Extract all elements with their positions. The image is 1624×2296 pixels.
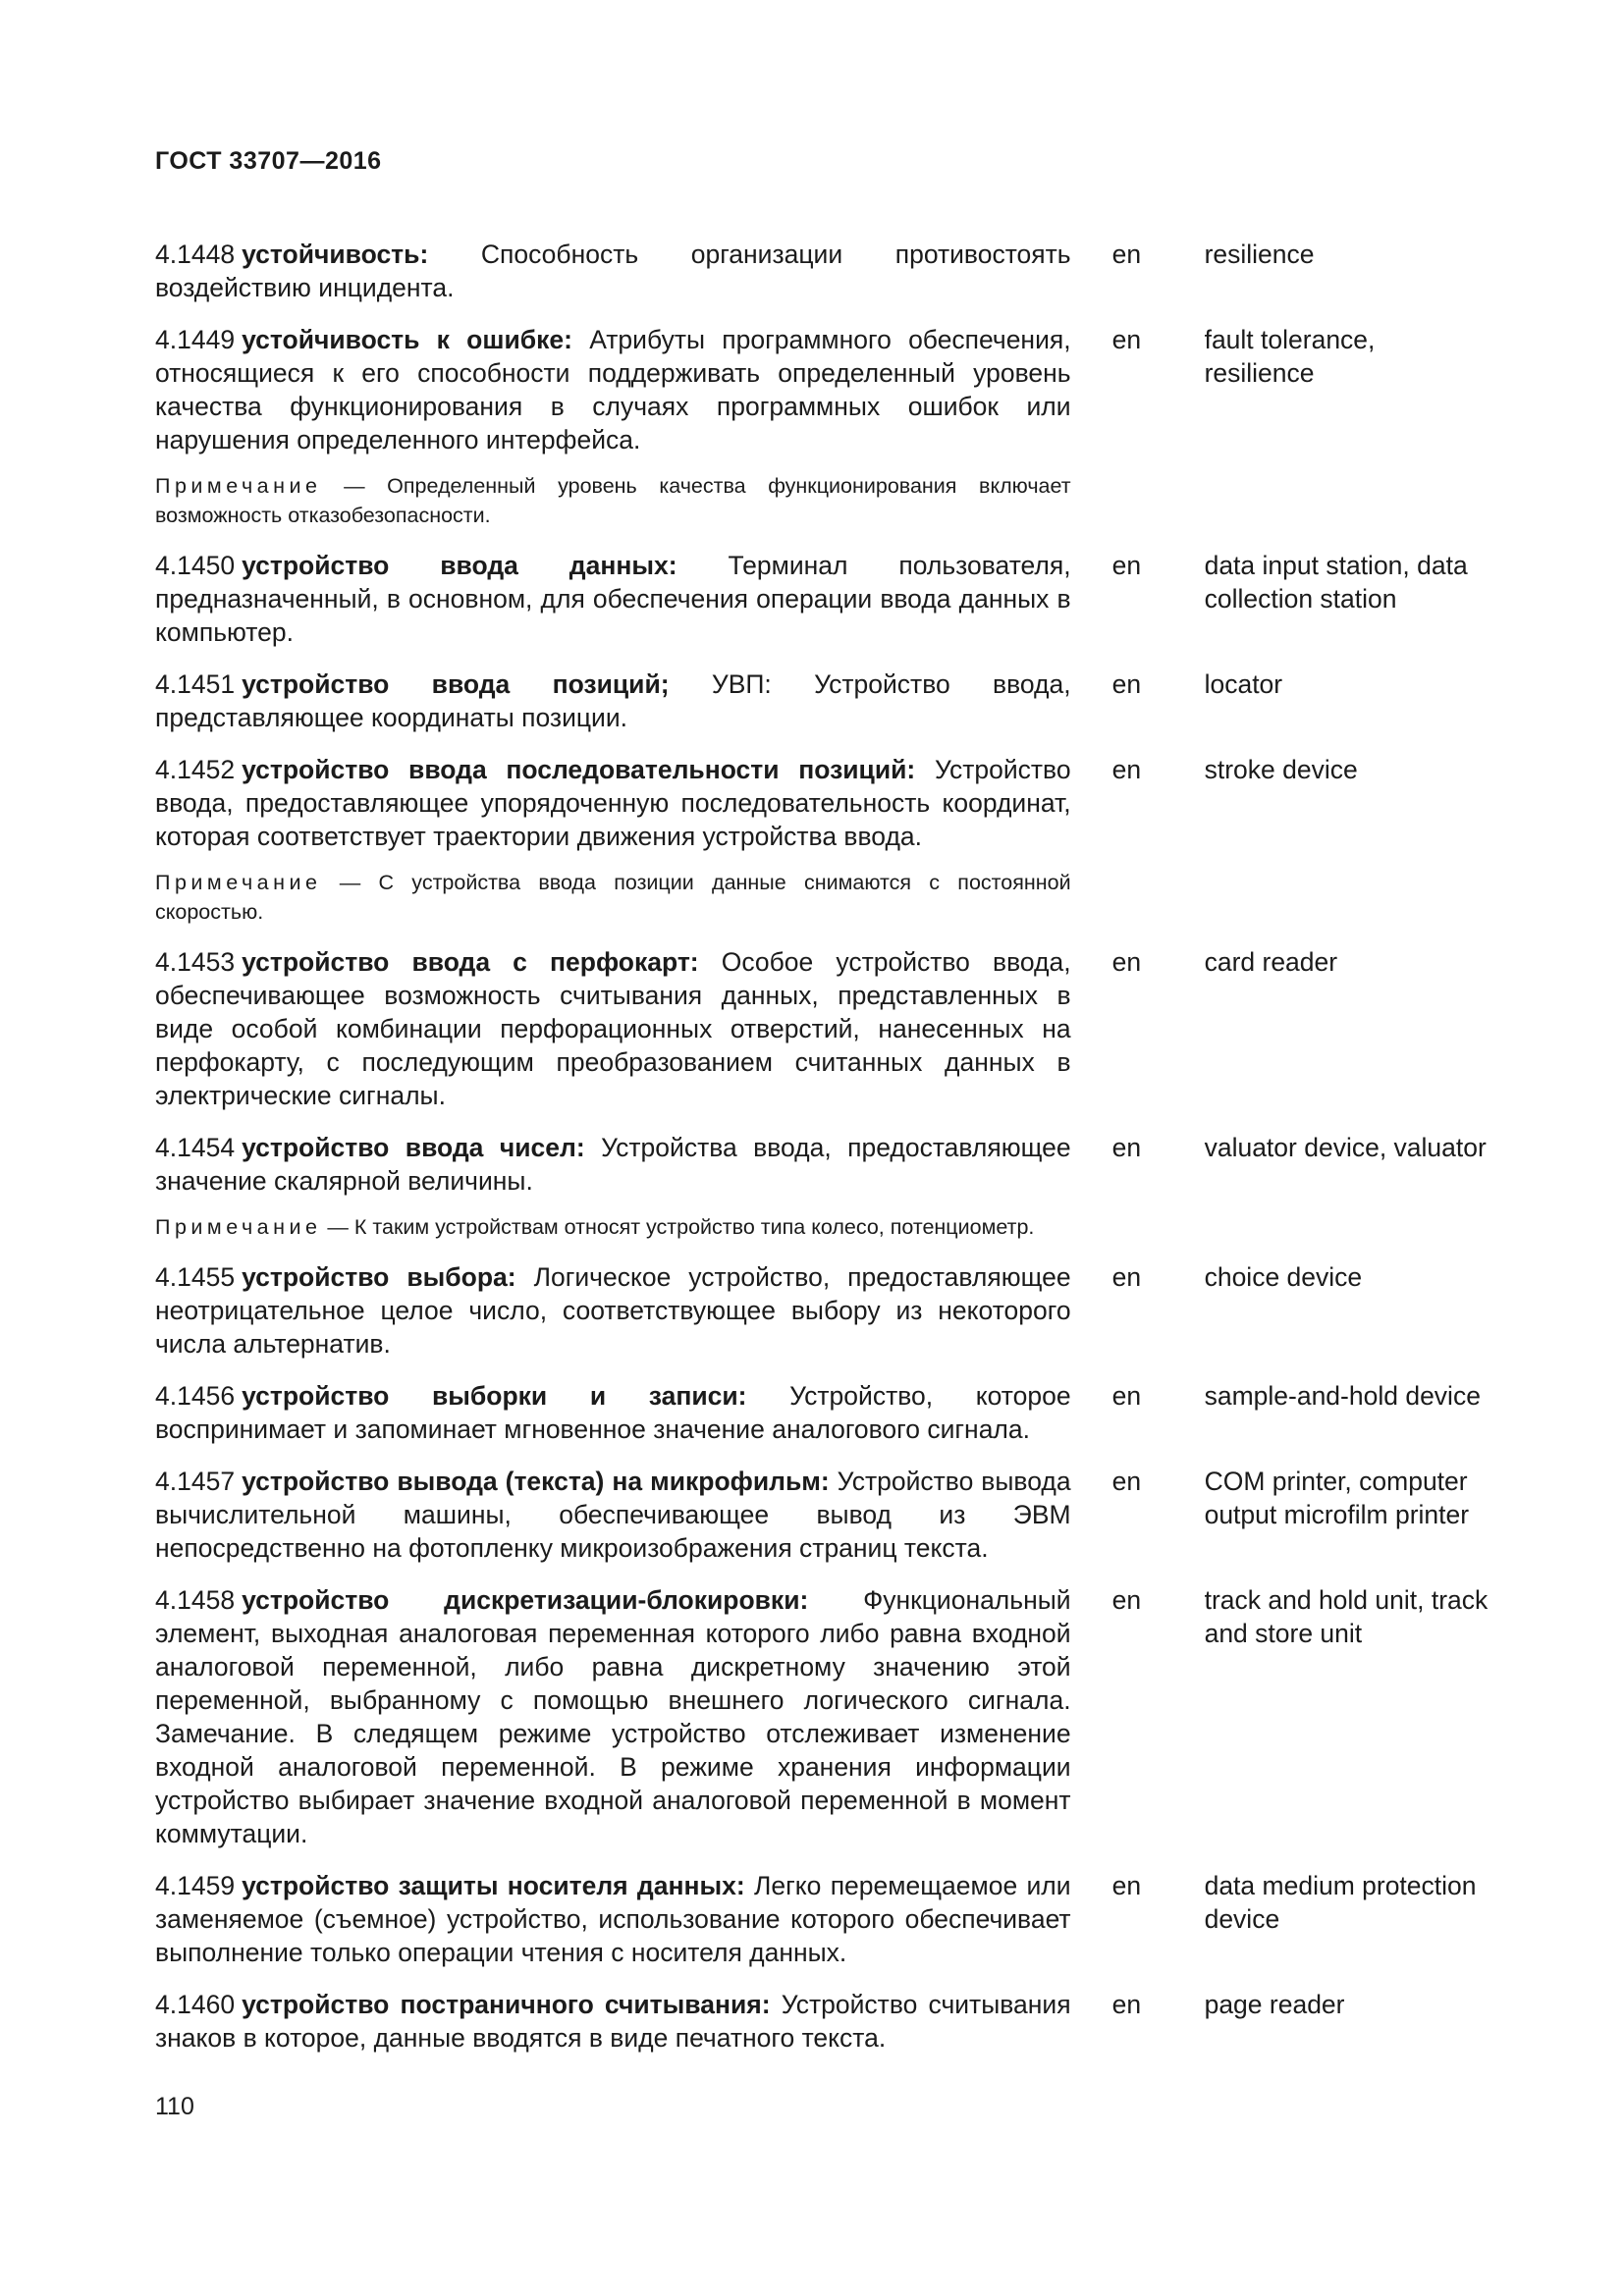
english-equivalent: card reader	[1204, 947, 1338, 977]
language-code: en	[1111, 240, 1142, 269]
term-title: устройство выбора:	[242, 1262, 516, 1292]
term-definition: Устройство считывания знаков в которое, данные вводятся в виде печатного текста.	[155, 1990, 1071, 2053]
term-note	[155, 471, 1071, 530]
term-entry	[155, 549, 1490, 649]
term-definition: Устройство ввода, предоставляющее упорядоченную последовательность координат, которая соответствует траектории движения устройства ввода.	[155, 755, 1071, 851]
document-header: ГОСТ 33707—2016	[155, 147, 382, 175]
term-definition-block	[155, 238, 1071, 304]
term-paragraph	[155, 549, 1071, 649]
term-title: устройство ввода последовательности позиций:	[242, 755, 916, 784]
term-definition: Особое устройство ввода, обеспечивающее возможность считывания данных, представленных в виде особой комбинации перфорационных отверстий, нанесенных на перфокарту, с последующим преобразованием считанных данных в электрические сигналы.	[155, 947, 1071, 1110]
term-entry	[155, 238, 1490, 304]
language-code: en	[1111, 1467, 1142, 1496]
english-equivalent: choice device	[1204, 1262, 1363, 1292]
term-paragraph	[155, 945, 1071, 1112]
english-equivalent: locator	[1204, 669, 1283, 699]
term-number: 4.1451	[155, 669, 236, 699]
term-paragraph	[155, 1583, 1071, 1850]
term-paragraph	[155, 238, 1071, 304]
term-definition: Логическое устройство, предоставляющее неотрицательное целое число, соответствующее выбору из некоторого числа альтернатив.	[155, 1262, 1071, 1359]
term-entry	[155, 1988, 1490, 2055]
term-entry	[155, 753, 1490, 927]
english-equivalent: COM printer, computer output microfilm printer	[1204, 1467, 1470, 1529]
term-definition-block	[155, 323, 1071, 530]
term-number: 4.1459	[155, 1871, 236, 1900]
term-title: устойчивость:	[242, 240, 429, 269]
term-title: устройство ввода с перфокарт:	[242, 947, 699, 977]
term-title: устройство выборки и записи:	[242, 1381, 747, 1411]
term-definition-block	[155, 667, 1071, 734]
term-paragraph	[155, 1465, 1071, 1565]
term-title: устройство ввода позиций;	[242, 669, 670, 699]
term-number: 4.1460	[155, 1990, 236, 2019]
term-number: 4.1455	[155, 1262, 236, 1292]
term-definition: Способность организации противостоять воздействию инцидента.	[155, 240, 1071, 302]
term-definition: Легко перемещаемое или заменяемое (съемное) устройство, использование которого обеспечивает выполнение только операции чтения с носителя данных.	[155, 1871, 1071, 1967]
term-note	[155, 868, 1071, 927]
english-equivalent: page reader	[1204, 1990, 1345, 2019]
term-definition: Устройство, которое воспринимает и запоминает мгновенное значение аналогового сигнала.	[155, 1381, 1071, 1444]
term-definition-block	[155, 1131, 1071, 1242]
term-definition: Устройства ввода, предоставляющее значение скалярной величины.	[155, 1133, 1071, 1196]
terms-list	[155, 238, 1490, 2073]
term-paragraph	[155, 1260, 1071, 1361]
language-code: en	[1111, 1262, 1142, 1292]
term-paragraph	[155, 753, 1071, 853]
term-definition-block	[155, 549, 1071, 649]
term-number: 4.1450	[155, 551, 236, 580]
note-label: Примечание	[155, 474, 322, 498]
language-code: en	[1111, 1381, 1142, 1411]
english-equivalent: resilience	[1204, 240, 1315, 269]
term-entry	[155, 1869, 1490, 1969]
note-label: Примечание	[155, 871, 322, 894]
term-title: устройство ввода чисел:	[242, 1133, 585, 1162]
term-number: 4.1452	[155, 755, 236, 784]
english-equivalent: fault tolerance, resilience	[1204, 325, 1376, 388]
term-number: 4.1449	[155, 325, 236, 354]
language-code: en	[1111, 1585, 1142, 1615]
term-title: устойчивость к ошибке:	[242, 325, 572, 354]
term-paragraph	[155, 1988, 1071, 2055]
term-definition: УВП: Устройство ввода, представляющее координаты позиции.	[155, 669, 1071, 732]
language-code: en	[1111, 755, 1142, 784]
term-definition: Атрибуты программного обеспечения, относящиеся к его способности поддерживать определенный уровень качества функционирования в случаях программных ошибок или нарушения определенного интерфейса.	[155, 325, 1071, 454]
note-text: — К таким устройствам относят устройство типа колесо, потенциометр.	[321, 1215, 1035, 1239]
term-paragraph	[155, 323, 1071, 456]
term-definition-block	[155, 1465, 1071, 1565]
english-equivalent: data medium protection device	[1204, 1871, 1477, 1934]
term-paragraph	[155, 667, 1071, 734]
language-code: en	[1111, 1871, 1142, 1900]
term-definition-block	[155, 1260, 1071, 1361]
term-definition: Терминал пользователя, предназначенный, в основном, для обеспечения операции ввода данных в компьютер.	[155, 551, 1071, 647]
term-entry	[155, 1131, 1490, 1242]
term-definition-block	[155, 1869, 1071, 1969]
term-title: устройство вывода (текста) на микрофильм:	[242, 1467, 830, 1496]
english-equivalent: data input station, data collection station	[1204, 551, 1468, 614]
term-entry	[155, 1583, 1490, 1850]
english-equivalent: stroke device	[1204, 755, 1358, 784]
term-entry	[155, 1379, 1490, 1446]
english-equivalent: sample-and-hold device	[1204, 1381, 1481, 1411]
language-code: en	[1111, 1990, 1142, 2019]
english-equivalent: valuator device, valuator	[1204, 1133, 1487, 1162]
term-title: устройство постраничного считывания:	[242, 1990, 771, 2019]
term-paragraph	[155, 1379, 1071, 1446]
term-number: 4.1448	[155, 240, 236, 269]
language-code: en	[1111, 947, 1142, 977]
term-number: 4.1457	[155, 1467, 236, 1496]
term-number: 4.1458	[155, 1585, 236, 1615]
term-number: 4.1454	[155, 1133, 236, 1162]
language-code: en	[1111, 325, 1142, 354]
term-entry	[155, 667, 1490, 734]
english-equivalent: track and hold unit, track and store unit	[1204, 1585, 1489, 1648]
term-paragraph	[155, 1869, 1071, 1969]
term-number: 4.1453	[155, 947, 236, 977]
term-note	[155, 1212, 1071, 1242]
term-paragraph	[155, 1131, 1071, 1198]
term-definition: Функциональный элемент, выходная аналоговая переменная которого либо равна входной аналоговой переменной, либо равна дискретному значению этой переменной, выбранному с помощью внешнего логического сигнала. Замечание. В следящем режиме устройство отслеживает изменение входной аналоговой переменной. В режиме хранения информации устройство выбирает значение входной аналоговой переменной в момент коммутации.	[155, 1585, 1071, 1848]
note-text: — С устройства ввода позиции данные снимаются с постоянной скоростью.	[155, 871, 1071, 924]
term-entry	[155, 1260, 1490, 1361]
term-number: 4.1456	[155, 1381, 236, 1411]
term-title: устройство дискретизации-блокировки:	[242, 1585, 809, 1615]
term-entry	[155, 945, 1490, 1112]
term-entry	[155, 323, 1490, 530]
page-number: 110	[155, 2093, 194, 2120]
term-definition: Устройство вывода вычислительной машины, обеспечивающее вывод из ЭВМ непосредственно на фотопленку микроизображения страниц текста.	[155, 1467, 1071, 1563]
term-entry	[155, 1465, 1490, 1565]
term-definition-block	[155, 945, 1071, 1112]
term-definition-block	[155, 1988, 1071, 2055]
note-label: Примечание	[155, 1215, 322, 1239]
language-code: en	[1111, 551, 1142, 580]
term-definition-block	[155, 1379, 1071, 1446]
term-title: устройство ввода данных:	[242, 551, 677, 580]
note-text: — Определенный уровень качества функционирования включает возможность отказобезопасности.	[155, 474, 1071, 527]
language-code: en	[1111, 1133, 1142, 1162]
term-definition-block	[155, 1583, 1071, 1850]
language-code: en	[1111, 669, 1142, 699]
term-definition-block	[155, 753, 1071, 927]
term-title: устройство защиты носителя данных:	[242, 1871, 745, 1900]
